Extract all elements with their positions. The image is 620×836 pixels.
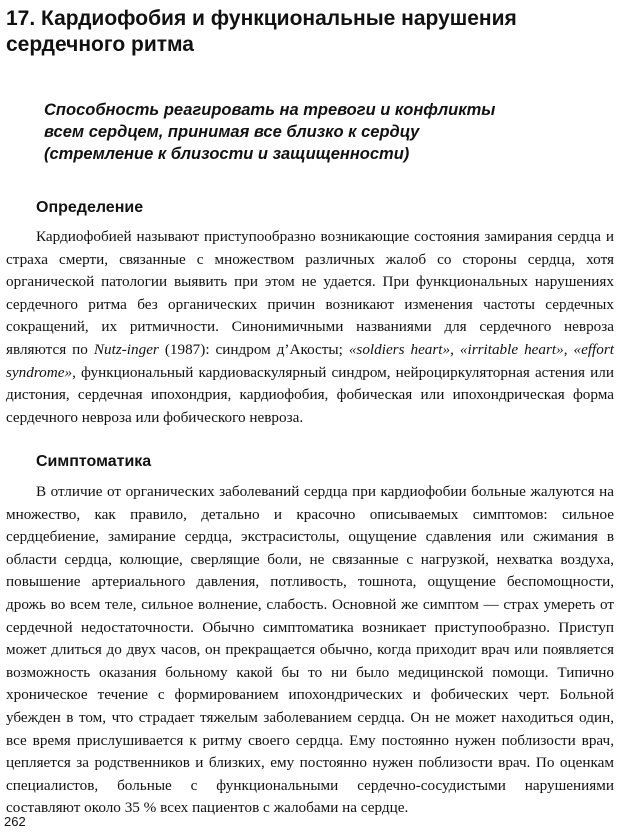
author-name: Nutz-inger [93,340,159,358]
separator: , [450,340,460,358]
epigraph-line: (стремление к близости и защищенности) [44,145,410,163]
paragraph-text: Кардиофобией называют приступообразно возникающие состояния замирания сердца и страха смерти, связанные с множеством различных жалоб со стороны сердца, хотя органической патологии выявить при этом не удается. При функциональных нарушениях сердечного ритма без органических причин возникают изменения частоты сердечных сокращений, их ритмичности. Синонимичными названиями для сердечного невроза являются по [6,228,614,358]
symptoms-paragraph: В отличие от органических заболеваний сердца при кардиофобии больные жалуются на множество, как правило, детально и красочно описываемых симптомов: сильное сердцебиение, замирание сердца, экстрасистолы, ощущение сдавления или сжимания в области сердца, колющие, сверлящие боли, не связанные с нагрузкой, нехватка воздуха, повышение артериального давления, потливость, тошнота, ощущение беспомощности, дрожь во всем теле, сильное волнение, слабость. Основной же симптом — страх умереть от сердечной недостаточности. Обычно симптоматика возникает приступообразно. Приступ может длиться до двух часов, он прекращается обычно, когда приходит врач или появляется возможность оказания больному какой бы то ни было медицинской помощи. Типично хроническое течение с формированием ипохондрических и фобических черт. Больной убежден в том, что страдает тяжелым заболеванием сердца. Он не может находиться один, все время прислушивается к ритму своего сердца. Ему постоянно нужен поблизости врач, цепляется за родственников и близких, ему постоянно нужен поблизости врач. По оценкам специалистов, больные с функциональными сердечно-сосудистыми нарушениями составляют около 35 % всех пациентов с жалобами на сердце. [6,483,614,817]
term-irritable-heart: «irritable heart» [459,340,564,358]
epigraph-line: всем сердцем, принимая все близко к сердцу [44,123,420,141]
term-soldiers-heart: «soldiers heart» [348,340,451,358]
term-effort-syndrome: «effort syndrome» [6,340,614,381]
section-heading-symptoms: Симптоматика [36,453,152,470]
paragraph-text: , функциональный кардиоваскулярный синдром, нейроциркуляторная астения или дистония, сердечная ипохондрия, кардиофобия, фобическая или ипохондрическая форма сердечного невроза или фобического невроза. [6,363,614,426]
chapter-title: 17. Кардиофобия и функциональные нарушения сердечного ритма [6,7,517,56]
epigraph [44,99,604,165]
epigraph-line: Способность реагировать на тревоги и конфликты [44,101,496,119]
page-number: 262 [4,814,26,829]
paragraph-text: (1987): синдром д’Акосты; [158,340,349,358]
separator: , [563,340,574,358]
section-heading-definition: Определение [36,199,144,216]
definition-paragraph [6,226,614,429]
